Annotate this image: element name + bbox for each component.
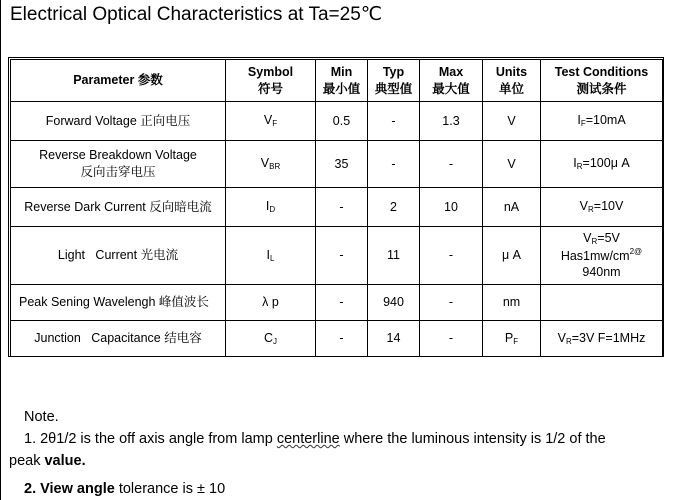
condition-subscript: R (565, 336, 572, 346)
symbol-cell (226, 188, 316, 227)
symbol-cell (226, 102, 316, 141)
condition-cell (541, 285, 663, 321)
typ-cell: - (368, 141, 420, 188)
condition-main: I (573, 156, 577, 171)
condition-main: I (577, 113, 581, 128)
notes-section (9, 406, 674, 500)
parameter-label: Light Current 光电流 (57, 248, 179, 263)
min-cell: 35 (316, 141, 368, 188)
parameter-cell (11, 285, 226, 321)
parameter-label: Reverse Dark Current 反向暗电流 (24, 199, 212, 214)
characteristics-table (10, 59, 663, 357)
units-main: P (504, 330, 514, 345)
note-item-1-continuation (9, 450, 674, 472)
condition-subscript: R (591, 236, 598, 246)
typ-cell: 940 (368, 285, 420, 321)
header-min-cn: 最小值 (322, 80, 361, 96)
condition-subscript: R (576, 162, 583, 172)
header-units-cn: 单位 (498, 80, 524, 96)
units-subscript: F (513, 336, 519, 346)
symbol-subscript: F (272, 119, 278, 129)
left-margin-rule (0, 0, 1, 500)
condition-main: V (557, 330, 566, 345)
header-cond-en: Test Conditions (554, 64, 649, 79)
symbol-cell (226, 227, 316, 285)
symbol-main: C (263, 330, 274, 345)
symbol-main: V (263, 113, 273, 128)
header-symbol-cn: 符号 (257, 80, 283, 96)
note-item-1 (9, 428, 674, 450)
units-cell: μ A (483, 227, 541, 285)
condition-value: =3V F=1MHz (571, 330, 646, 345)
header-units (483, 60, 541, 102)
max-cell: 10 (420, 188, 483, 227)
note-1-bold-word: value. (44, 453, 86, 469)
condition-cell (541, 321, 663, 357)
table-header-row (11, 60, 663, 102)
parameter-cell (11, 321, 226, 357)
condition-value: =100μ A (582, 156, 630, 171)
notes-heading: Note. (24, 409, 59, 425)
condition-main: V (579, 199, 588, 214)
table-row (11, 321, 663, 357)
header-symbol (226, 60, 316, 102)
symbol-cell (226, 285, 316, 321)
page-title: Electrical Optical Characteristics at Ta=25℃ (10, 4, 383, 25)
condition-cell (541, 188, 663, 227)
table-row (11, 188, 663, 227)
table-row (11, 227, 663, 285)
units-cell: nm (483, 285, 541, 321)
units-cell: V (483, 141, 541, 188)
symbol-subscript: BR (269, 162, 281, 172)
symbol-subscript: J (273, 336, 278, 346)
condition-cell (541, 227, 663, 285)
condition-line (543, 231, 660, 247)
header-units-en: Units (495, 64, 528, 79)
condition-line (543, 247, 660, 265)
header-symbol-en: Symbol (247, 64, 294, 79)
header-typ (368, 60, 420, 102)
max-cell: - (420, 285, 483, 321)
parameter-cell (11, 188, 226, 227)
note-1-wrap-text: peak (9, 453, 45, 469)
condition-wavelength: 940nm (582, 264, 621, 279)
table-row (11, 285, 663, 321)
symbol-subscript: L (270, 253, 275, 263)
max-cell: 1.3 (420, 102, 483, 141)
condition-irradiance: Has1mw/cm (560, 248, 630, 263)
table-row (11, 102, 663, 141)
header-max-en: Max (438, 64, 464, 79)
min-cell: - (316, 188, 368, 227)
parameter-cell (11, 141, 226, 188)
typ-cell: 11 (368, 227, 420, 285)
header-test-conditions (541, 60, 663, 102)
condition-value: =5V (597, 230, 620, 245)
symbol-main: λ p (262, 295, 279, 310)
condition-superscript: 2@ (629, 246, 643, 256)
condition-value: =10mA (585, 113, 626, 128)
header-min (316, 60, 368, 102)
header-typ-en: Typ (382, 64, 405, 79)
note-1-text-cont: where the luminous intensity is 1/2 of the (339, 431, 606, 447)
units-cell (483, 321, 541, 357)
min-cell: 0.5 (316, 102, 368, 141)
note-1-underlined-word: centerline (276, 431, 340, 447)
header-parameter (11, 60, 226, 102)
symbol-subscript: D (269, 205, 276, 215)
header-max (420, 60, 483, 102)
units-cell: V (483, 102, 541, 141)
condition-subscript: F (580, 119, 586, 129)
header-min-en: Min (330, 64, 353, 79)
max-cell: - (420, 141, 483, 188)
note-item-2 (9, 478, 674, 500)
table-row (11, 141, 663, 188)
symbol-cell (226, 321, 316, 357)
parameter-label: Peak Sening Wavelengh 峰值波长 (19, 295, 209, 310)
parameter-cell (11, 102, 226, 141)
header-max-cn: 最大值 (432, 80, 470, 96)
typ-cell: 2 (368, 188, 420, 227)
header-cond-cn: 测试条件 (576, 80, 627, 96)
symbol-cell (226, 141, 316, 188)
symbol-main: I (265, 199, 270, 214)
condition-value: =10V (593, 199, 624, 214)
symbol-main: I (266, 247, 271, 262)
note-2-bold-text: 2. View angle (24, 481, 115, 497)
note-2-text: tolerance is ± 10 (114, 481, 226, 497)
symbol-main: V (260, 156, 270, 171)
min-cell: - (316, 285, 368, 321)
max-cell: - (420, 321, 483, 357)
condition-cell (541, 102, 663, 141)
parameter-label-cn: 反向击穿电压 (80, 164, 156, 179)
parameter-label: Forward Voltage 正向电压 (45, 113, 191, 128)
units-cell: nA (483, 188, 541, 227)
note-1-text: 1. 2θ1/2 is the off axis angle from lamp (24, 431, 277, 447)
condition-cell (541, 141, 663, 188)
condition-subscript: R (588, 205, 594, 215)
parameter-label: Reverse Breakdown Voltage (39, 148, 197, 163)
header-typ-cn: 典型值 (374, 80, 413, 96)
parameter-label: Junction Capacitance 结电容 (34, 331, 202, 346)
parameter-cell (11, 227, 226, 285)
typ-cell: 14 (368, 321, 420, 357)
max-cell: - (420, 227, 483, 285)
condition-main: V (583, 230, 592, 245)
min-cell: - (316, 227, 368, 285)
header-parameter-label: Parameter 参数 (73, 73, 163, 88)
min-cell: - (316, 321, 368, 357)
typ-cell: - (368, 102, 420, 141)
